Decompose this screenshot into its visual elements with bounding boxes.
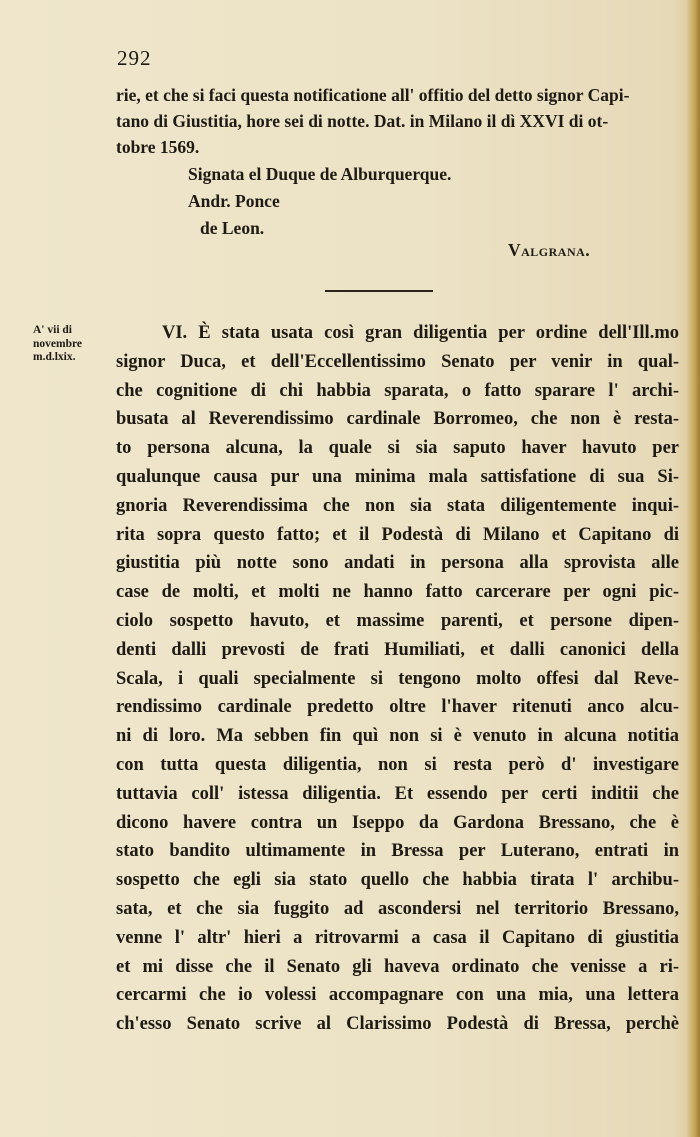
closing-line: tobre 1569. — [116, 137, 200, 157]
body-line: giustitia più notte sono andati in persona alla sprovista alle — [116, 553, 679, 574]
body-line: cercarmi che io volessi accompagnare con una mia, una lettera — [116, 985, 679, 1006]
body-line: denti dalli prevosti de frati Humiliati, et dalli canonici della — [116, 639, 679, 660]
margin-note-line: m.d.lxix. — [33, 351, 76, 363]
body-line: dicono havere contra un Iseppo da Gardona Bressano, che è — [116, 812, 679, 833]
body-line: tuttavia coll' istessa diligentia. Et essendo per certi inditii che — [116, 783, 679, 804]
body-line: signor Duca, et dell'Eccellentissimo Senato per venir in qual- — [116, 351, 679, 372]
signature-line: de Leon. — [200, 218, 265, 238]
section-divider — [325, 290, 433, 292]
body-paragraph — [116, 319, 679, 1039]
body-line: sata, et che sia fuggito ad ascondersi nel territorio Bressano, — [116, 898, 679, 919]
body-line: venne l' altr' hieri a ritrovarmi a casa il Capitano di giustitia — [116, 927, 679, 948]
closing-line: tano di Giustitia, hore sei di notte. Dat. in Milano il dì XXVI di ot- — [116, 111, 609, 131]
body-line: Scala, i quali specialmente si tengono molto offesi dal Reve- — [116, 668, 679, 689]
signatory-name: Valgrana. — [508, 240, 591, 260]
closing-paragraph — [116, 82, 678, 160]
body-line: gnoria Reverendissima che non sia stata diligentemente inqui- — [116, 495, 679, 516]
signature-line: Signata el Duque de Alburquerque. — [188, 164, 452, 184]
body-line: et mi disse che il Senato gli haveva ordinato che venisse a ri- — [116, 956, 679, 977]
margin-note-line: A' vii di — [33, 324, 72, 336]
body-line: ni di loro. Ma sebben fin quì non si è venuto in alcuna notitia — [116, 726, 679, 747]
body-line: ciolo sospetto havuto, et massime parenti, et persone dipen- — [116, 610, 679, 631]
body-line: sospetto che egli sia stato quello che habbia tirata l' archibu- — [116, 870, 679, 891]
body-line: case de molti, et molti ne hanno fatto carcerare per ogni pic- — [116, 582, 679, 603]
signature-line: Andr. Ponce — [188, 191, 280, 211]
body-line: ch'esso Senato scrive al Clarissimo Podestà di Bressa, perchè — [116, 1014, 679, 1035]
body-line: stato bandito ultimamente in Bressa per Luterano, entrati in — [116, 841, 679, 862]
margin-note-line: novembre — [33, 337, 82, 350]
body-line: busata al Reverendissimo cardinale Borromeo, che non è resta- — [116, 409, 679, 430]
body-line: VI. È stata usata così gran diligentia per ordine dell'Ill.mo — [162, 323, 679, 343]
body-line: rendissimo cardinale predetto oltre l'haver ritenuti anco alcu- — [116, 697, 679, 718]
margin-date-note — [33, 324, 115, 365]
body-line: qualunque causa pur una minima mala sattisfatione di sua Si- — [116, 466, 679, 487]
body-line: che cognitione di chi habbia sparata, o fatto sparare l' archi- — [116, 380, 679, 401]
body-line: to persona alcuna, la quale si sia saputo haver havuto per — [116, 438, 679, 459]
body-line: con tutta questa diligentia, non si resta però d' investigare — [116, 754, 679, 775]
page-number: 292 — [117, 46, 152, 70]
closing-line: rie, et che si faci questa notificatione all' offitio del detto signor Capi- — [116, 85, 630, 105]
body-line: rita sopra questo fatto; et il Podestà di Milano et Capitano di — [116, 524, 679, 545]
page-edge — [686, 0, 700, 1137]
